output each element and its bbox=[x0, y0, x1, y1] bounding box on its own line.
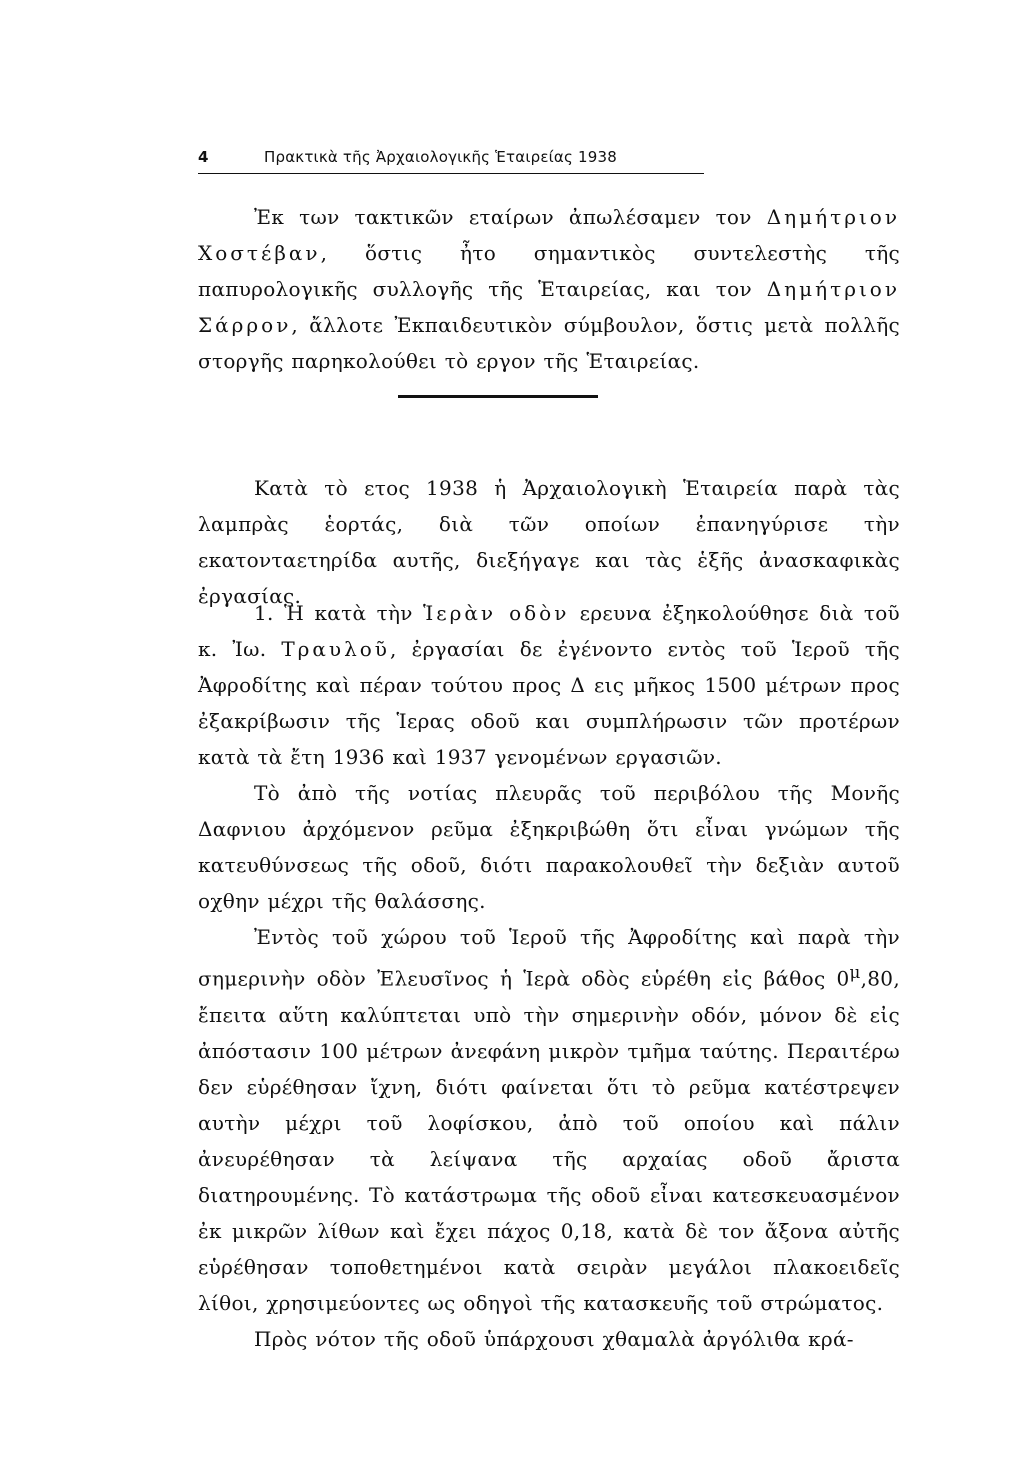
text-run: Ἐκ των τακτικῶν εταίρων ἀπωλέσαμεν τον bbox=[254, 205, 767, 229]
running-header bbox=[198, 148, 900, 174]
text-run: , ἄλλοτε Ἐκπαιδευτικὸν σύμβουλον, ὅστις μετὰ πολλῆς στοργῆς παρηκολούθει τὸ εργον τῆς Ἑταιρείας. bbox=[198, 313, 900, 373]
text-run: 1. Ἡ κατὰ τὴν bbox=[254, 601, 424, 625]
paragraph-2: Κατὰ τὸ ετος 1938 ἡ Ἀρχαιολογικὴ Ἑταιρεία παρὰ τὰς λαμπρὰς ἑορτάς, διὰ τῶν οποίων ἐπανηγύρισε τὴν εκατονταετηρίδα αυτῆς, διεξήγαγε και τὰς ἑξῆς ἀνασκαφικὰς ἐργασίας. bbox=[198, 476, 900, 608]
spaced-name: Ἱερὰν οδὸν bbox=[423, 601, 570, 625]
text-run: , ὅστις ἦτο σημαντικὸς συντελεστὴς τῆς παπυρολογικῆς συλλογῆς τῆς Ἑταιρείας, και τον bbox=[198, 241, 900, 301]
paragraph-4: Τὸ ἀπὸ τῆς νοτίας πλευρᾶς τοῦ περιβόλου τῆς Μονῆς Δαφνιου ἀρχόμενον ρεῦμα ἐξηκριβώθη ὅτι εἶναι γνώμων τῆς κατευθύνσεως τῆς οδοῦ, διότι παρακολουθεῖ τὴν δεξιὰν αυτοῦ οχθην μέχρι τῆς θαλάσσης. bbox=[198, 781, 900, 913]
spaced-name: Δημήτριον Χοστέβαν bbox=[198, 205, 900, 265]
paragraph-excavations-intro bbox=[198, 470, 900, 614]
paragraph-5 bbox=[198, 919, 900, 1321]
paragraph-6: Πρὸς νότον τῆς οδοῦ ὑπάρχουσι χθαμαλὰ ἀργόλιθα κρά- bbox=[254, 1326, 854, 1351]
running-title: Πρακτικὰ τῆς Ἀρχαιολογικῆς Ἑταιρείας 1938 bbox=[264, 148, 617, 166]
section-divider bbox=[398, 395, 598, 398]
section-sacred-way bbox=[198, 595, 900, 1357]
paragraph-obituaries bbox=[198, 199, 900, 379]
text-run: ερευνα ἐξηκολούθησε διὰ τοῦ κ. Ἰω. bbox=[198, 601, 901, 661]
header-rule bbox=[198, 173, 704, 174]
spaced-name: Δημήτριον Σάρρον bbox=[198, 277, 900, 337]
text-run: Ἐντὸς τοῦ χώρου τοῦ Ἱεροῦ τῆς Ἀφροδίτης καὶ παρὰ τὴν σημερινὴν οδὸν Ἐλευσῖνος ἡ Ἱερὰ οδὸς εὑρέθη εἰς βάθος 0 bbox=[198, 925, 900, 991]
paragraph-3 bbox=[198, 595, 900, 775]
text-run: , ἐργασίαι δε ἐγένοντο εντὸς τοῦ Ἱεροῦ τῆς Ἀφροδίτης καὶ πέραν τούτου προς Δ εις μῆκος 1500 μέτρων προς ἐξακρίβωσιν τῆς Ἱερας οδοῦ και συμπλήρωσιν τῶν προτέρων κατὰ τὰ ἔτη 1936 καὶ 1937 γενομένων εργασιῶν. bbox=[198, 637, 900, 769]
text-run: ,80, ἔπειτα αὕτη καλύπτεται υπὸ τὴν σημερινὴν οδόν, μόνον δὲ εἰς ἀπόστασιν 100 μέτρων ἀνεφάνη μικρὸν τμῆμα ταύτης. Περαιτέρω δεν εὑρέθησαν ἴχνη, διότι φαίνεται ὅτι τὸ ρεῦμα κατέστρεψεν αυτὴν μέχρι τοῦ λοφίσκου, ἀπὸ τοῦ οποίου καὶ πάλιν ἀνευρέθησαν τὰ λείψανα τῆς αρχαίας οδοῦ ἄριστα διατηρουμένης. Τὸ κατάστρωμα τῆς οδοῦ εἶναι κατεσκευασμένον ἐκ μικρῶν λίθων καὶ ἔχει πάχος 0,18, κατὰ δὲ τον ἄξονα αὐτῆς εὑρέθησαν τοποθετημένοι κατὰ σειρὰν μεγάλοι πλακοειδεῖς λίθοι, χρησιμεύοντες ως οδηγοὶ τῆς κατασκευῆς τοῦ στρώματος. bbox=[198, 966, 900, 1315]
paragraph-1 bbox=[198, 199, 900, 379]
page-number: 4 bbox=[198, 148, 209, 166]
document-page bbox=[198, 0, 900, 1457]
superscript-unit: μ bbox=[849, 963, 861, 982]
spaced-name: Τραυλοῦ bbox=[281, 637, 390, 661]
